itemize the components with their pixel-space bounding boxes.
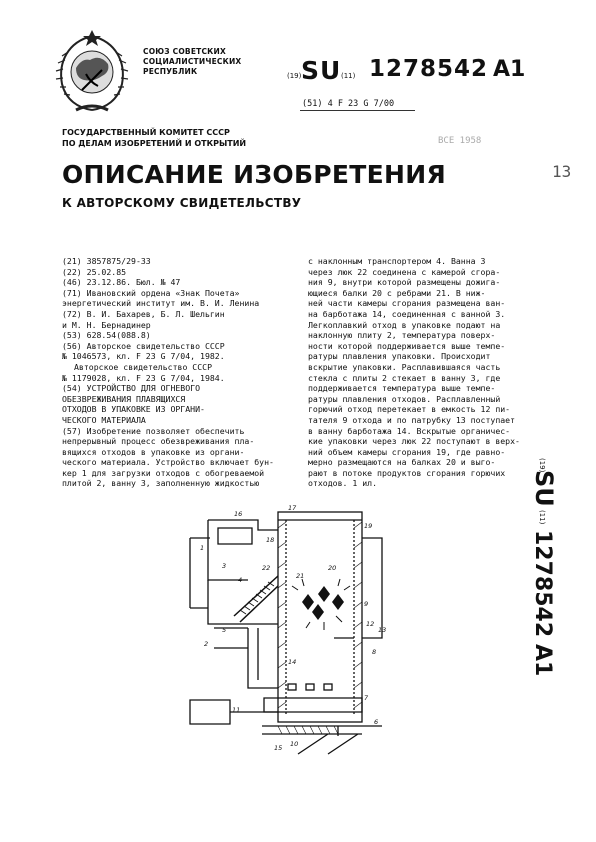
- label-4: 4: [238, 576, 243, 584]
- biblio-line: Авторское свидетельство СССР: [74, 361, 213, 372]
- country-code: SU: [301, 56, 342, 85]
- label-7: 7: [364, 694, 369, 702]
- biblio-line: (53) 628.54(088.8): [62, 330, 151, 341]
- abstract-line: на барботажа 14, соединенная с ванной 3.: [308, 308, 506, 319]
- apparatus-drawing: [178, 498, 400, 756]
- vertical-patent-stamp: [502, 450, 562, 680]
- abstract-line: ности которой поддерживается выше темпе-: [308, 340, 506, 351]
- abstract-line: кер 1 для загрузки отходов с обогреваемой: [62, 467, 265, 478]
- union-name-line: РЕСПУБЛИК: [143, 67, 198, 76]
- abstract-line: поддерживается температура выше темпе-: [308, 383, 496, 394]
- abstract-line: непрерывный процесс обезвреживания пла-: [62, 436, 255, 447]
- biblio-line: № 1046573, кл. F 23 G 7/04, 1982.: [62, 351, 225, 362]
- committee-line: ГОСУДАРСТВЕННЫЙ КОМИТЕТ СССР: [62, 128, 230, 137]
- abstract-line: с наклонным транспортером 4. Ванна 3: [308, 256, 486, 266]
- vertical-code11: (11): [538, 510, 546, 525]
- biblio-line: энергетический институт им. В. И. Ленина: [62, 298, 260, 309]
- abstract-line: ратуры плавления упаковки. Происходит: [308, 351, 491, 362]
- label-6: 6: [374, 718, 379, 726]
- union-name-line: СОЮЗ СОВЕТСКИХ: [143, 47, 226, 56]
- union-name-line: СОЦИАЛИСТИЧЕСКИХ: [143, 57, 242, 66]
- abstract-line: вящихся отходов в упаковке из органи-: [62, 446, 245, 457]
- committee-line: ПО ДЕЛАМ ИЗОБРЕТЕНИЙ И ОТКРЫТИЙ: [62, 139, 247, 148]
- abstract-line: тателя 9 отхода и по патрубку 13 поступает: [308, 414, 516, 425]
- abstract-line: через люк 22 соединена с камерой сгора-: [308, 266, 501, 277]
- patent-kind: A1: [493, 57, 526, 82]
- biblio-line: № 1179028, кл. F 23 G 7/04, 1984.: [62, 372, 225, 383]
- abstract-line: ней части камеры сгорания размещена ван-: [308, 298, 506, 309]
- abstract-line: кие упаковки через люк 22 поступают в верх-: [308, 436, 520, 447]
- label-3: 3: [222, 562, 227, 570]
- biblio-line: (22) 25.02.85: [62, 266, 127, 277]
- label-17: 17: [288, 504, 297, 512]
- abstract-line: горючий отход перетекает в емкость 12 пи-: [308, 404, 511, 415]
- abstract-line: (57) Изобретение позволяет обеспечить: [62, 425, 245, 436]
- abstract-line: плитой 2, ванну 3, заполненную жидкостью: [62, 478, 260, 489]
- vertical-code19: (19): [538, 458, 546, 473]
- label-13: 13: [378, 626, 387, 634]
- biblio-line: (71) Ивановский ордена «Знак Почета»: [62, 287, 240, 298]
- abstract-line: рают в потоке продуктов сгорания горючих: [308, 467, 506, 478]
- label-20: 20: [328, 564, 337, 572]
- label-11: 11: [232, 706, 241, 714]
- ussr-emblem: [48, 28, 136, 116]
- label-16: 16: [234, 510, 243, 518]
- library-stamp: ВСЕ 1958: [438, 136, 482, 146]
- biblio-line: ЧЕСКОГО МАТЕРИАЛА: [62, 414, 146, 425]
- abstract-line: Легкоплавкий отход в упаковке подают на: [308, 319, 501, 330]
- document-subtitle: К АВТОРСКОМУ СВИДЕТЕЛЬСТВУ: [62, 196, 302, 210]
- label-9: 9: [364, 600, 369, 608]
- biblio-line: (21) 3857875/29-33: [62, 256, 151, 266]
- label-18: 18: [266, 536, 275, 544]
- abstract-line: вскрытие упаковки. Расплавившаяся часть: [308, 361, 501, 372]
- abstract-line: наклонную плиту 2, температура поверх-: [308, 330, 496, 341]
- document-title: ОПИСАНИЕ ИЗОБРЕТЕНИЯ: [62, 160, 447, 189]
- label-2: 2: [204, 640, 209, 648]
- patent-number: 1278542: [369, 56, 489, 82]
- abstract-line: ний объем камеры сгорания 19, где равно-: [308, 446, 506, 457]
- biblio-line: (72) В. И. Бахарев, Б. Л. Шельгин: [62, 308, 225, 319]
- label-10: 10: [290, 740, 299, 748]
- vertical-kind: A1: [530, 644, 555, 677]
- abstract-continuation: [308, 256, 526, 489]
- bibliographic-column: [62, 256, 302, 489]
- biblio-line: ОБЕЗВРЕЖИВАНИЯ ПЛАВЯЩИХСЯ: [62, 393, 186, 404]
- abstract-line: в ванну барботажа 14. Вскрытые органичес-: [308, 425, 511, 436]
- abstract-line: ческого материала. Устройство включает бун-: [62, 457, 274, 468]
- side-mark: 13: [552, 162, 572, 181]
- abstract-line: ратуры плавления отходов. Расплавленный: [308, 393, 501, 404]
- number-code-label: (11): [341, 72, 356, 80]
- abstract-line: мерно размещаются на балках 20 и выго-: [308, 457, 496, 468]
- abstract-line: ния 9, внутри которой размещены дожига-: [308, 277, 501, 288]
- label-5: 5: [222, 626, 227, 634]
- label-22: 22: [262, 564, 271, 572]
- ipc-divider: [300, 110, 415, 111]
- label-12: 12: [366, 620, 375, 628]
- abstract-line: отходов. 1 ил.: [308, 478, 378, 489]
- country-code-label: (19): [287, 72, 302, 80]
- vertical-country: SU: [530, 470, 558, 507]
- biblio-line: и М. Н. Бернадинер: [62, 319, 151, 330]
- label-14: 14: [288, 658, 297, 666]
- label-15: 15: [274, 744, 283, 752]
- vertical-number: 1278542: [530, 530, 555, 638]
- biblio-line: (46) 23.12.86. Бюл. № 47: [62, 277, 181, 288]
- abstract-line: ющиеся балки 20 с ребрами 21. В ниж-: [308, 287, 486, 298]
- label-21: 21: [296, 572, 305, 580]
- union-name: [143, 47, 241, 77]
- biblio-line: ОТХОДОВ В УПАКОВКЕ ИЗ ОРГАНИ-: [62, 404, 205, 415]
- label-1: 1: [200, 544, 205, 552]
- ipc-classification: (51) 4 F 23 G 7/00: [302, 99, 395, 109]
- label-8: 8: [372, 648, 377, 656]
- committee-name: [62, 127, 246, 149]
- biblio-line: (56) Авторское свидетельство СССР: [62, 340, 225, 351]
- abstract-line: стекла с плиты 2 стекает в ванну 3, где: [308, 372, 501, 383]
- biblio-line: (54) УСТРОЙСТВО ДЛЯ ОГНЕВОГО: [62, 383, 201, 394]
- label-19: 19: [364, 522, 373, 530]
